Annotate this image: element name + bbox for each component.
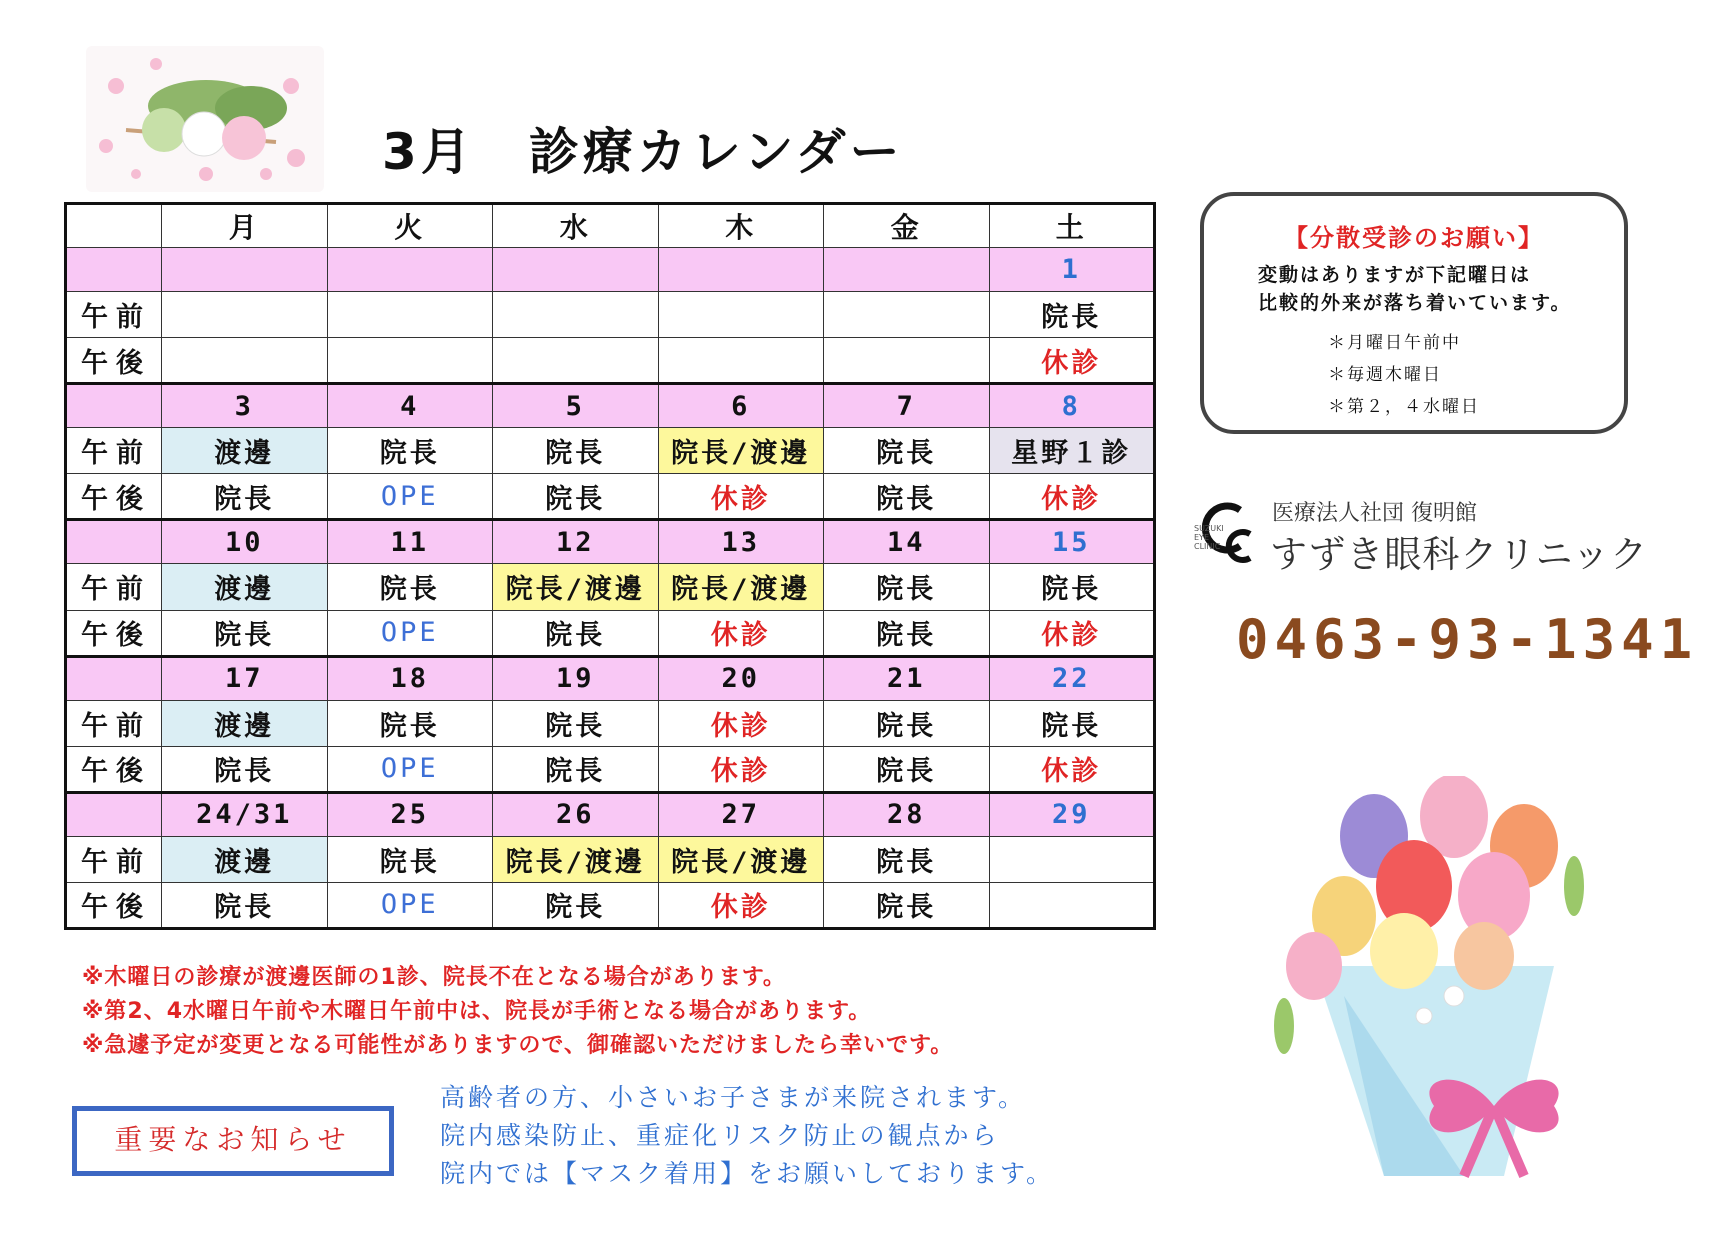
date-cell: 17 — [162, 656, 328, 700]
request-title: 【分散受診のお願い】 — [1284, 224, 1544, 252]
schedule-cell — [327, 292, 493, 338]
clinic-logo — [1194, 496, 1654, 576]
schedule-cell: 休診 — [658, 882, 824, 928]
date-row — [66, 656, 1155, 700]
important-notice-label: 重要なお知らせ — [72, 1106, 394, 1176]
day-header: 月 — [162, 204, 328, 248]
schedule-cell — [162, 292, 328, 338]
schedule-cell: 院長 — [162, 610, 328, 656]
mask-notice-line: 院内では【マスク着用】をお願いしております。 — [440, 1159, 1055, 1188]
date-cell: 25 — [327, 792, 493, 836]
dango-illustration — [86, 46, 324, 192]
date-label-cell — [66, 248, 162, 292]
schedule-cell: 院長 — [824, 610, 990, 656]
schedule-cell: 院長 — [493, 882, 659, 928]
request-item: ＊第２，４水曜日 — [1328, 397, 1480, 417]
date-cell: 13 — [658, 520, 824, 564]
date-row — [66, 384, 1155, 428]
schedule-cell: OPE — [327, 610, 493, 656]
pm-row — [66, 610, 1155, 656]
date-cell: 27 — [658, 792, 824, 836]
am-label: 午前 — [66, 564, 162, 610]
am-row — [66, 292, 1155, 338]
date-cell: 3 — [162, 384, 328, 428]
date-cell: 12 — [493, 520, 659, 564]
schedule-cell: 院長/渡邊 — [658, 836, 824, 882]
schedule-cell: 院長 — [989, 700, 1155, 746]
schedule-cell — [493, 292, 659, 338]
am-label: 午前 — [66, 428, 162, 474]
date-label-cell — [66, 520, 162, 564]
schedule-cell — [162, 338, 328, 384]
schedule-cell: 院長 — [493, 610, 659, 656]
schedule-cell: 院長 — [493, 428, 659, 474]
am-label: 午前 — [66, 700, 162, 746]
schedule-cell: 院長 — [824, 428, 990, 474]
schedule-cell — [824, 338, 990, 384]
pm-label: 午後 — [66, 474, 162, 520]
corner-cell — [66, 204, 162, 248]
request-item: ＊月曜日午前中 — [1328, 333, 1461, 353]
schedule-cell: 院長/渡邊 — [658, 564, 824, 610]
distributed-visit-request-box — [1200, 192, 1628, 434]
schedule-cell: 院長 — [162, 746, 328, 792]
schedule-cell: 院長 — [824, 564, 990, 610]
schedule-cell — [658, 292, 824, 338]
am-row — [66, 564, 1155, 610]
day-header: 木 — [658, 204, 824, 248]
date-cell: 6 — [658, 384, 824, 428]
date-cell: 7 — [824, 384, 990, 428]
schedule-cell: 院長 — [989, 292, 1155, 338]
am-row — [66, 428, 1155, 474]
schedule-cell — [989, 836, 1155, 882]
schedule-cell: 院長/渡邊 — [493, 564, 659, 610]
schedule-cell: 院長 — [327, 700, 493, 746]
clinic-name: すずき眼科クリニック — [1270, 533, 1649, 576]
mask-notice-line: 高齢者の方、小さいお子さまが来院されます。 — [440, 1083, 1027, 1112]
date-row — [66, 792, 1155, 836]
request-item: ＊毎週木曜日 — [1328, 365, 1442, 385]
mask-notice-line: 院内感染防止、重症化リスク防止の観点から — [440, 1121, 1000, 1150]
date-cell — [658, 248, 824, 292]
clinic-logo-side-text: SUZUKI EYE CLINIC — [1194, 524, 1224, 551]
schedule-cell: 休診 — [989, 746, 1155, 792]
schedule-cell: 院長 — [824, 700, 990, 746]
note-line: ※第2、4水曜日午前や木曜日午前中は、院長が手術となる場合があります。 — [82, 999, 872, 1024]
date-label-cell — [66, 656, 162, 700]
schedule-cell: 院長 — [327, 564, 493, 610]
schedule-cell: 休診 — [658, 610, 824, 656]
date-cell: 10 — [162, 520, 328, 564]
request-description: 比較的外来が落ち着いています。 — [1258, 292, 1572, 314]
schedule-cell: 渡邊 — [162, 700, 328, 746]
schedule-cell: 院長 — [824, 882, 990, 928]
schedule-cell: 院長 — [824, 836, 990, 882]
date-cell — [493, 248, 659, 292]
phone-number: 0463-93-1341 — [1236, 608, 1699, 671]
date-cell: 19 — [493, 656, 659, 700]
schedule-cell: 渡邊 — [162, 564, 328, 610]
schedule-cell: OPE — [327, 474, 493, 520]
day-header: 火 — [327, 204, 493, 248]
schedule-cell: 院長 — [493, 746, 659, 792]
clinic-calendar — [64, 202, 1156, 930]
page-title: 3月 診療カレンダー — [382, 123, 904, 181]
clinic-organization: 医療法人社団 復明館 — [1272, 501, 1477, 526]
am-row — [66, 836, 1155, 882]
schedule-cell: 院長 — [824, 746, 990, 792]
date-cell: 4 — [327, 384, 493, 428]
date-cell: 1 — [989, 248, 1155, 292]
date-cell: 28 — [824, 792, 990, 836]
schedule-cell: 院長 — [327, 836, 493, 882]
day-header: 土 — [989, 204, 1155, 248]
date-cell: 18 — [327, 656, 493, 700]
date-cell: 11 — [327, 520, 493, 564]
schedule-cell: OPE — [327, 746, 493, 792]
pm-label: 午後 — [66, 746, 162, 792]
schedule-cell: 休診 — [989, 338, 1155, 384]
day-header: 金 — [824, 204, 990, 248]
pm-row — [66, 474, 1155, 520]
request-description: 変動はありますが下記曜日は — [1258, 264, 1532, 286]
date-cell: 14 — [824, 520, 990, 564]
schedule-cell: 渡邊 — [162, 836, 328, 882]
date-label-cell — [66, 792, 162, 836]
date-row — [66, 520, 1155, 564]
schedule-cell — [327, 338, 493, 384]
schedule-cell: 院長 — [989, 564, 1155, 610]
schedule-cell: 休診 — [658, 700, 824, 746]
date-cell: 15 — [989, 520, 1155, 564]
schedule-cell — [989, 882, 1155, 928]
date-cell — [162, 248, 328, 292]
pm-row — [66, 882, 1155, 928]
am-label: 午前 — [66, 292, 162, 338]
schedule-cell: 休診 — [989, 474, 1155, 520]
note-line: ※木曜日の診療が渡邊医師の1診、院長不在となる場合があります。 — [82, 965, 786, 990]
schedule-cell: 院長/渡邊 — [658, 428, 824, 474]
date-cell: 5 — [493, 384, 659, 428]
schedule-cell: 院長 — [162, 474, 328, 520]
weekday-header-row — [66, 204, 1155, 248]
schedule-cell: 院長/渡邊 — [493, 836, 659, 882]
date-cell — [327, 248, 493, 292]
date-cell — [824, 248, 990, 292]
pm-label: 午後 — [66, 338, 162, 384]
schedule-cell: 院長 — [493, 700, 659, 746]
schedule-cell: 院長 — [493, 474, 659, 520]
date-cell: 21 — [824, 656, 990, 700]
pm-row — [66, 746, 1155, 792]
date-cell: 26 — [493, 792, 659, 836]
date-cell: 24/31 — [162, 792, 328, 836]
pm-label: 午後 — [66, 610, 162, 656]
calendar-table — [64, 202, 1156, 930]
schedule-cell — [658, 338, 824, 384]
date-cell: 22 — [989, 656, 1155, 700]
date-cell: 8 — [989, 384, 1155, 428]
day-header: 水 — [493, 204, 659, 248]
am-label: 午前 — [66, 836, 162, 882]
schedule-cell: 休診 — [658, 474, 824, 520]
schedule-cell: OPE — [327, 882, 493, 928]
note-line: ※急遽予定が変更となる可能性がありますので、御確認いただけましたら幸いです。 — [82, 1033, 954, 1058]
pm-row — [66, 338, 1155, 384]
am-row — [66, 700, 1155, 746]
schedule-cell — [493, 338, 659, 384]
schedule-cell: 院長 — [824, 474, 990, 520]
schedule-cell: 渡邊 — [162, 428, 328, 474]
date-label-cell — [66, 384, 162, 428]
schedule-cell: 院長 — [327, 428, 493, 474]
date-cell: 20 — [658, 656, 824, 700]
schedule-cell: 休診 — [658, 746, 824, 792]
schedule-cell — [824, 292, 990, 338]
date-row — [66, 248, 1155, 292]
schedule-cell: 休診 — [989, 610, 1155, 656]
schedule-cell: 星野１診 — [989, 428, 1155, 474]
flower-bouquet-illustration — [1254, 776, 1618, 1184]
pm-label: 午後 — [66, 882, 162, 928]
date-cell: 29 — [989, 792, 1155, 836]
schedule-cell: 院長 — [162, 882, 328, 928]
